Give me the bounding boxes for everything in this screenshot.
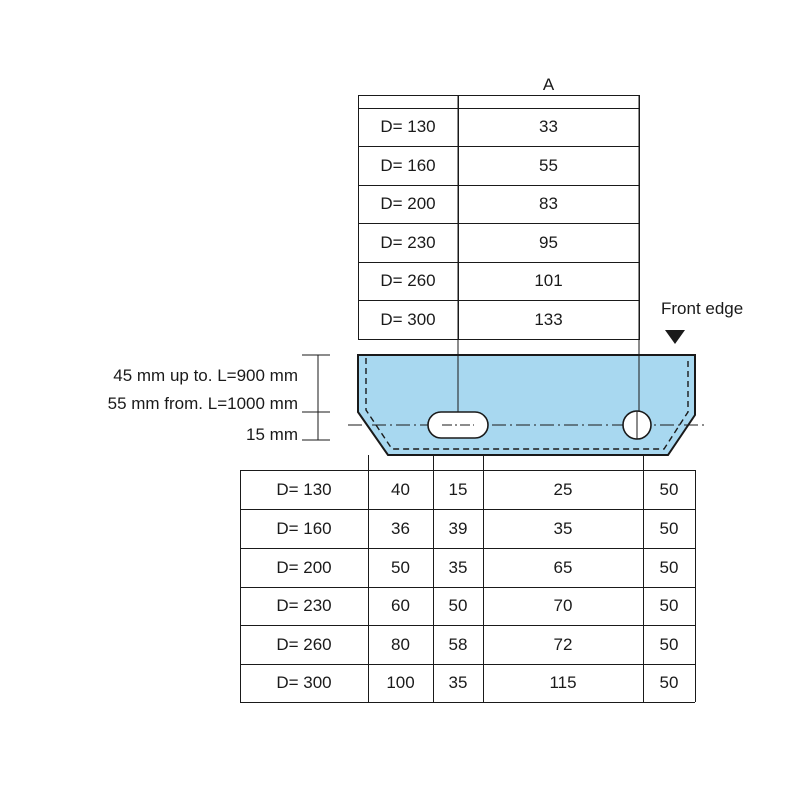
- bottom-table-cell: 50: [659, 518, 679, 538]
- bottom-table-row-label: D= 260: [276, 634, 332, 654]
- bottom-table-cell: 72: [553, 634, 573, 654]
- bottom-table-cell: 50: [659, 673, 679, 692]
- bottom-table-row-label: D= 130: [276, 479, 332, 499]
- top-table-row-value: 83: [539, 194, 558, 213]
- top-table-row-value: 33: [539, 117, 558, 136]
- bottom-table-cell: 65: [553, 557, 573, 577]
- top-table-row-label: D= 300: [380, 309, 436, 329]
- bottom-table-cell: 35: [553, 518, 573, 538]
- top-table-row-label: D= 200: [380, 194, 436, 213]
- bottom-table-cell: 35: [448, 673, 468, 692]
- front-edge-arrow-icon: [665, 330, 685, 344]
- bottom-table-cell: 50: [448, 596, 468, 615]
- top-table-header-a: A: [542, 75, 555, 94]
- front-edge-label: Front edge: [661, 299, 744, 318]
- bottom-table-cell: 15: [448, 479, 468, 499]
- top-table-row-label: D= 230: [380, 232, 436, 252]
- top-table-row-value: 133: [534, 309, 563, 329]
- bottom-table-cell: 50: [659, 479, 679, 499]
- bottom-table-cell: 35: [448, 557, 468, 577]
- bottom-table-cell: 50: [659, 557, 679, 577]
- top-table-row-value: 95: [539, 232, 558, 252]
- bottom-table-cell: 100: [386, 673, 415, 692]
- slotted-hole: [428, 412, 488, 438]
- bottom-table-cell: 40: [391, 479, 410, 499]
- bottom-table-cell: 50: [659, 596, 679, 615]
- bottom-table-cell: 60: [391, 596, 410, 615]
- bottom-table-row-label: D= 230: [276, 596, 332, 615]
- bottom-table-cell: 50: [659, 634, 679, 654]
- top-table-row-label: D= 160: [380, 155, 436, 175]
- height-note-1: 45 mm up to. L=900 mm: [113, 366, 298, 385]
- top-table-row-label: D= 260: [380, 271, 436, 290]
- bottom-table-row-label: D= 160: [276, 518, 332, 538]
- bottom-table-cell: 58: [448, 634, 468, 654]
- part-body: [358, 355, 695, 455]
- bottom-table-row-label: D= 200: [276, 557, 332, 577]
- bottom-table-cell: 70: [553, 596, 573, 615]
- bottom-table-cell: 36: [391, 518, 410, 538]
- top-table-row-label: D= 130: [380, 117, 436, 136]
- bottom-table-row-label: D= 300: [276, 673, 332, 692]
- height-note-3: 15 mm: [246, 425, 298, 444]
- bottom-table-cell: 80: [391, 634, 410, 654]
- top-table-row-value: 101: [534, 271, 563, 290]
- bottom-table-cell: 25: [553, 479, 573, 499]
- bottom-table-cell: 39: [448, 518, 468, 538]
- height-note-2: 55 mm from. L=1000 mm: [107, 394, 298, 413]
- bottom-table-cell: 50: [391, 557, 410, 577]
- top-table-row-value: 55: [539, 155, 558, 175]
- bottom-table-cell: 115: [549, 673, 577, 692]
